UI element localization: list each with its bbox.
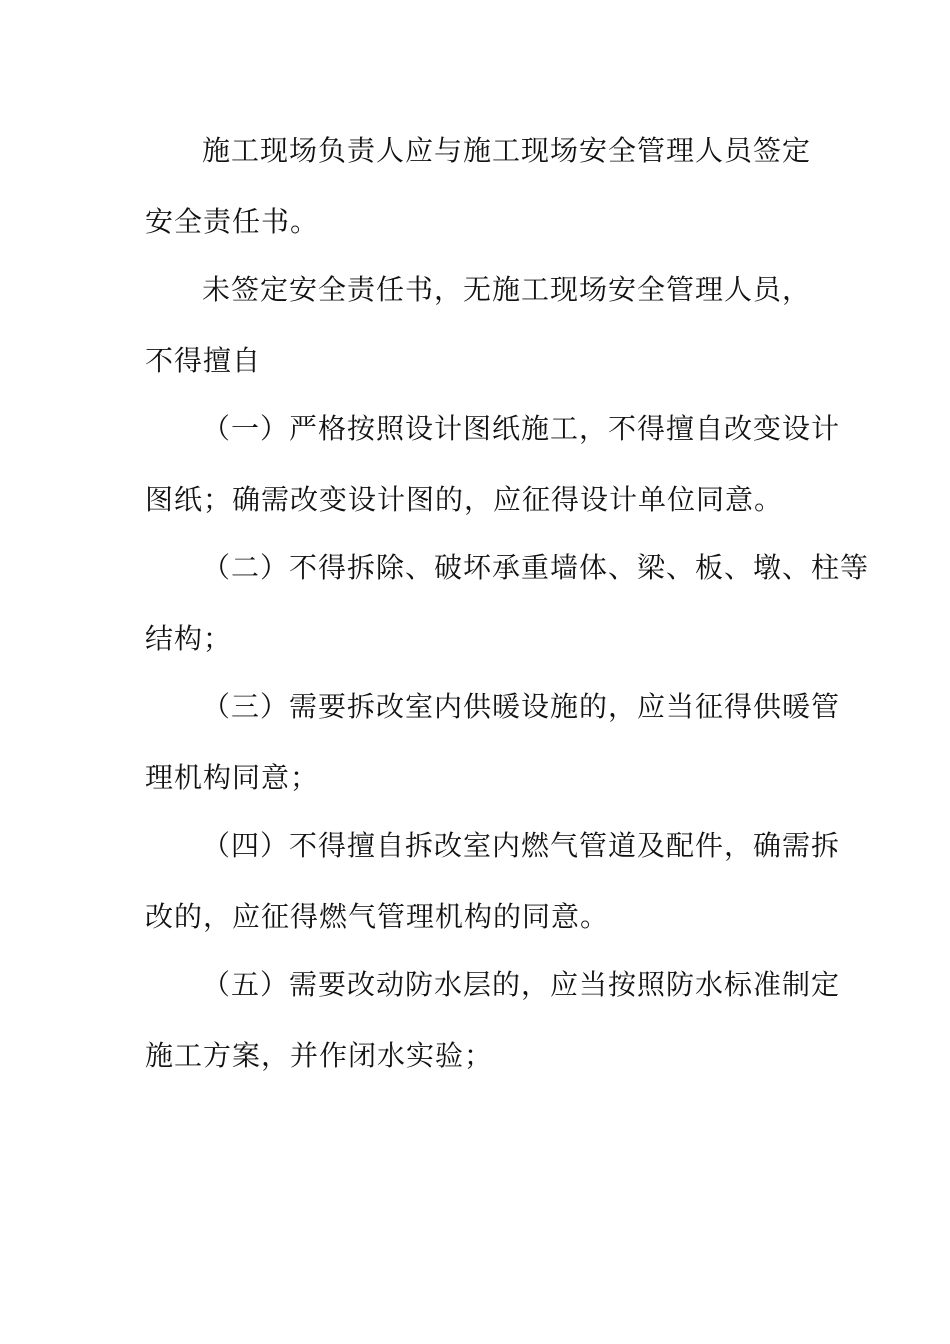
item-5-line-2: 施工方案，并作闭水实验；	[145, 1039, 494, 1072]
paragraph-2-line-2: 不得擅自	[145, 344, 262, 377]
paragraph-2-line-1: 未签定安全责任书，无施工现场安全管理人员，	[202, 273, 812, 306]
paragraph-1-line-2: 安全责任书。	[145, 205, 320, 238]
item-1-line-2: 图纸；确需改变设计图的，应征得设计单位同意。	[145, 483, 784, 516]
item-3-line-1: （三）需要拆改室内供暖设施的，应当征得供暖管	[202, 690, 841, 723]
item-4-line-1: （四）不得擅自拆改室内燃气管道及配件，确需拆	[202, 829, 841, 862]
item-1-line-1: （一）严格按照设计图纸施工，不得擅自改变设计	[202, 412, 841, 445]
item-5-line-1: （五）需要改动防水层的，应当按照防水标准制定	[202, 968, 841, 1001]
item-2-line-2: 结构；	[145, 622, 233, 655]
item-3-line-2: 理机构同意；	[145, 761, 320, 794]
item-4-line-2: 改的，应征得燃气管理机构的同意。	[145, 900, 610, 933]
item-2-line-1: （二）不得拆除、破坏承重墙体、梁、板、墩、柱等	[202, 551, 870, 584]
paragraph-1-line-1: 施工现场负责人应与施工现场安全管理人员签定	[202, 134, 812, 167]
